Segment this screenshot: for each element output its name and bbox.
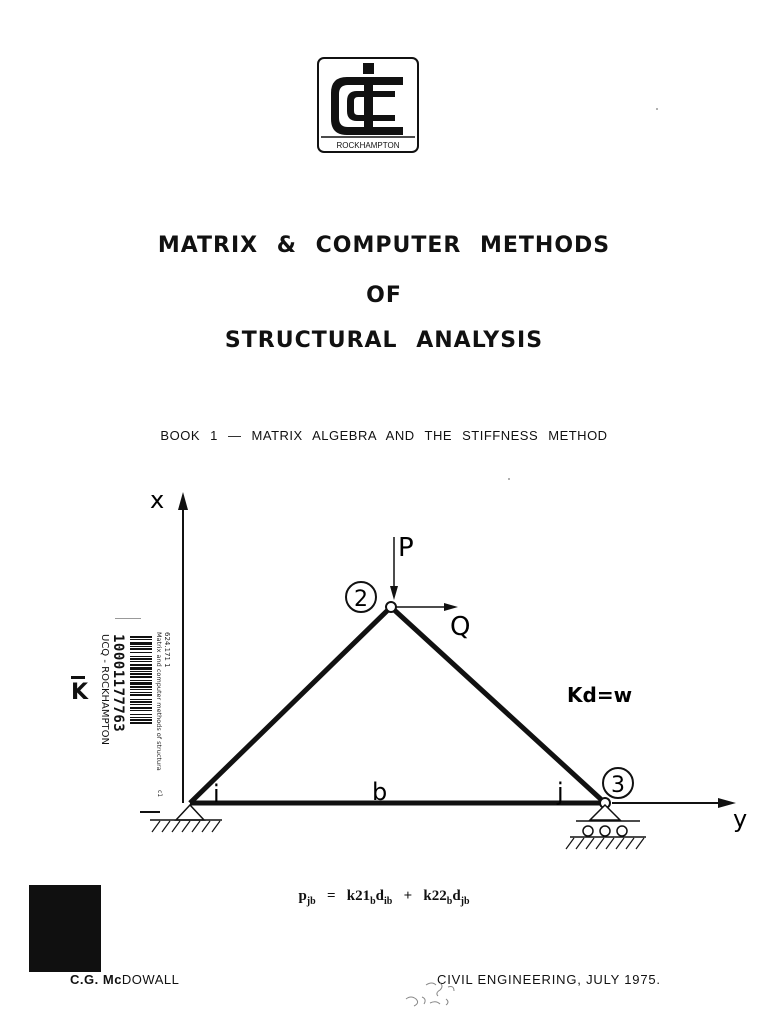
barcode-bar xyxy=(130,664,152,666)
barcode-bar xyxy=(130,667,152,670)
barcode-bar xyxy=(130,661,152,662)
label-b: b xyxy=(372,778,388,806)
barcode-bar xyxy=(130,639,152,640)
barcode-bar xyxy=(130,689,152,690)
barcode-bar xyxy=(130,707,152,709)
x-axis-label: x xyxy=(150,486,165,514)
roller-support-right xyxy=(566,805,646,849)
barcode-bar xyxy=(130,671,152,672)
kbar-symbol xyxy=(71,676,88,705)
formula-lhs-sub: jb xyxy=(306,896,316,907)
title-line-2: OF xyxy=(366,283,402,308)
title-line-3: STRUCTURAL ANALYSIS xyxy=(224,328,544,353)
load-q-label: Q xyxy=(450,612,471,642)
barcode-bar xyxy=(130,722,152,724)
author-surname: DOWALL xyxy=(121,972,180,987)
label-j: j xyxy=(557,778,564,806)
book-subtitle: BOOK 1 — MATRIX ALGEBRA AND THE STIFFNESS METHOD xyxy=(160,428,608,443)
scan-speck xyxy=(508,478,510,480)
joint-force-formula xyxy=(0,888,768,907)
barcode-bar xyxy=(130,658,152,660)
barcode-bar xyxy=(130,710,152,711)
label-edge-mark xyxy=(115,618,141,619)
barcode-bar xyxy=(130,648,152,650)
stiffness-equation: Kd=w xyxy=(567,683,633,707)
node-2-label: 2 xyxy=(354,587,368,612)
author-initials: C.G. xyxy=(70,972,99,987)
barcode-bar xyxy=(130,676,152,678)
formula-term1-sub: b xyxy=(370,896,376,907)
handwritten-marks xyxy=(396,975,466,1015)
load-p-label: P xyxy=(398,533,414,563)
y-axis-label: y xyxy=(733,805,748,833)
title-line-1: MATRIX & COMPUTER METHODS xyxy=(157,233,611,258)
barcode-bar xyxy=(130,680,152,681)
formula-term1-dsub: ib xyxy=(384,896,393,907)
kbar-letter: K xyxy=(71,680,89,705)
formula-term2-sub: b xyxy=(446,896,453,907)
logo-text: ROCKHAMPTON xyxy=(336,141,400,150)
formula-term1: k21 xyxy=(346,888,371,904)
load-q-arrow xyxy=(444,603,458,611)
formula-plus: + xyxy=(403,888,413,904)
barcode-bar xyxy=(130,682,152,685)
barcode-bar xyxy=(130,714,152,715)
barcode-bar xyxy=(130,656,152,657)
barcode-bar xyxy=(130,701,152,703)
formula-term1-d: d xyxy=(375,888,384,904)
formula-lhs: p xyxy=(298,888,307,904)
barcode-bar xyxy=(130,694,152,696)
barcode-bar xyxy=(130,699,152,700)
barcode-call-number: 624.171 1 xyxy=(163,632,171,668)
label-i: i xyxy=(213,780,220,808)
barcode-bar xyxy=(130,646,152,647)
barcode-bars xyxy=(130,636,152,724)
pin-support-left xyxy=(140,805,222,832)
formula-term2: k22 xyxy=(423,888,447,904)
node-2-joint xyxy=(386,602,396,612)
barcode-library: UCQ - ROCKHAMPTON xyxy=(99,634,110,745)
author-name xyxy=(70,972,179,987)
barcode-bar xyxy=(130,652,152,653)
load-p-arrow xyxy=(390,586,398,600)
member-left xyxy=(190,607,391,803)
formula-term2-dsub: jb xyxy=(460,896,470,907)
barcode-bar xyxy=(130,636,152,638)
barcode-bar xyxy=(130,642,152,645)
library-barcode-label xyxy=(88,630,176,800)
formula-term2-d: d xyxy=(452,888,461,904)
barcode-bar xyxy=(130,719,152,721)
kbar-overline xyxy=(71,676,85,679)
barcode-caption: Matrix and computer methods of structura xyxy=(155,632,163,771)
black-sticker-block xyxy=(29,885,101,972)
barcode-bar xyxy=(130,717,152,718)
barcode-bar xyxy=(130,704,152,705)
barcode-bar xyxy=(130,673,152,675)
formula-equals: = xyxy=(326,888,336,904)
institution-logo xyxy=(317,57,419,153)
node-3-label: 3 xyxy=(611,773,625,798)
author-prefix: Mc xyxy=(102,972,122,987)
scan-speck xyxy=(656,108,658,110)
publication-info: CIVIL ENGINEERING, JULY 1975. xyxy=(437,972,661,987)
barcode-bar xyxy=(130,686,152,688)
barcode-number: 10001177763 xyxy=(110,634,126,733)
x-axis-arrow xyxy=(178,492,188,510)
barcode-bar xyxy=(130,692,152,693)
barcode-side-mark: c1 xyxy=(156,790,163,798)
logo-graphic xyxy=(317,57,419,153)
